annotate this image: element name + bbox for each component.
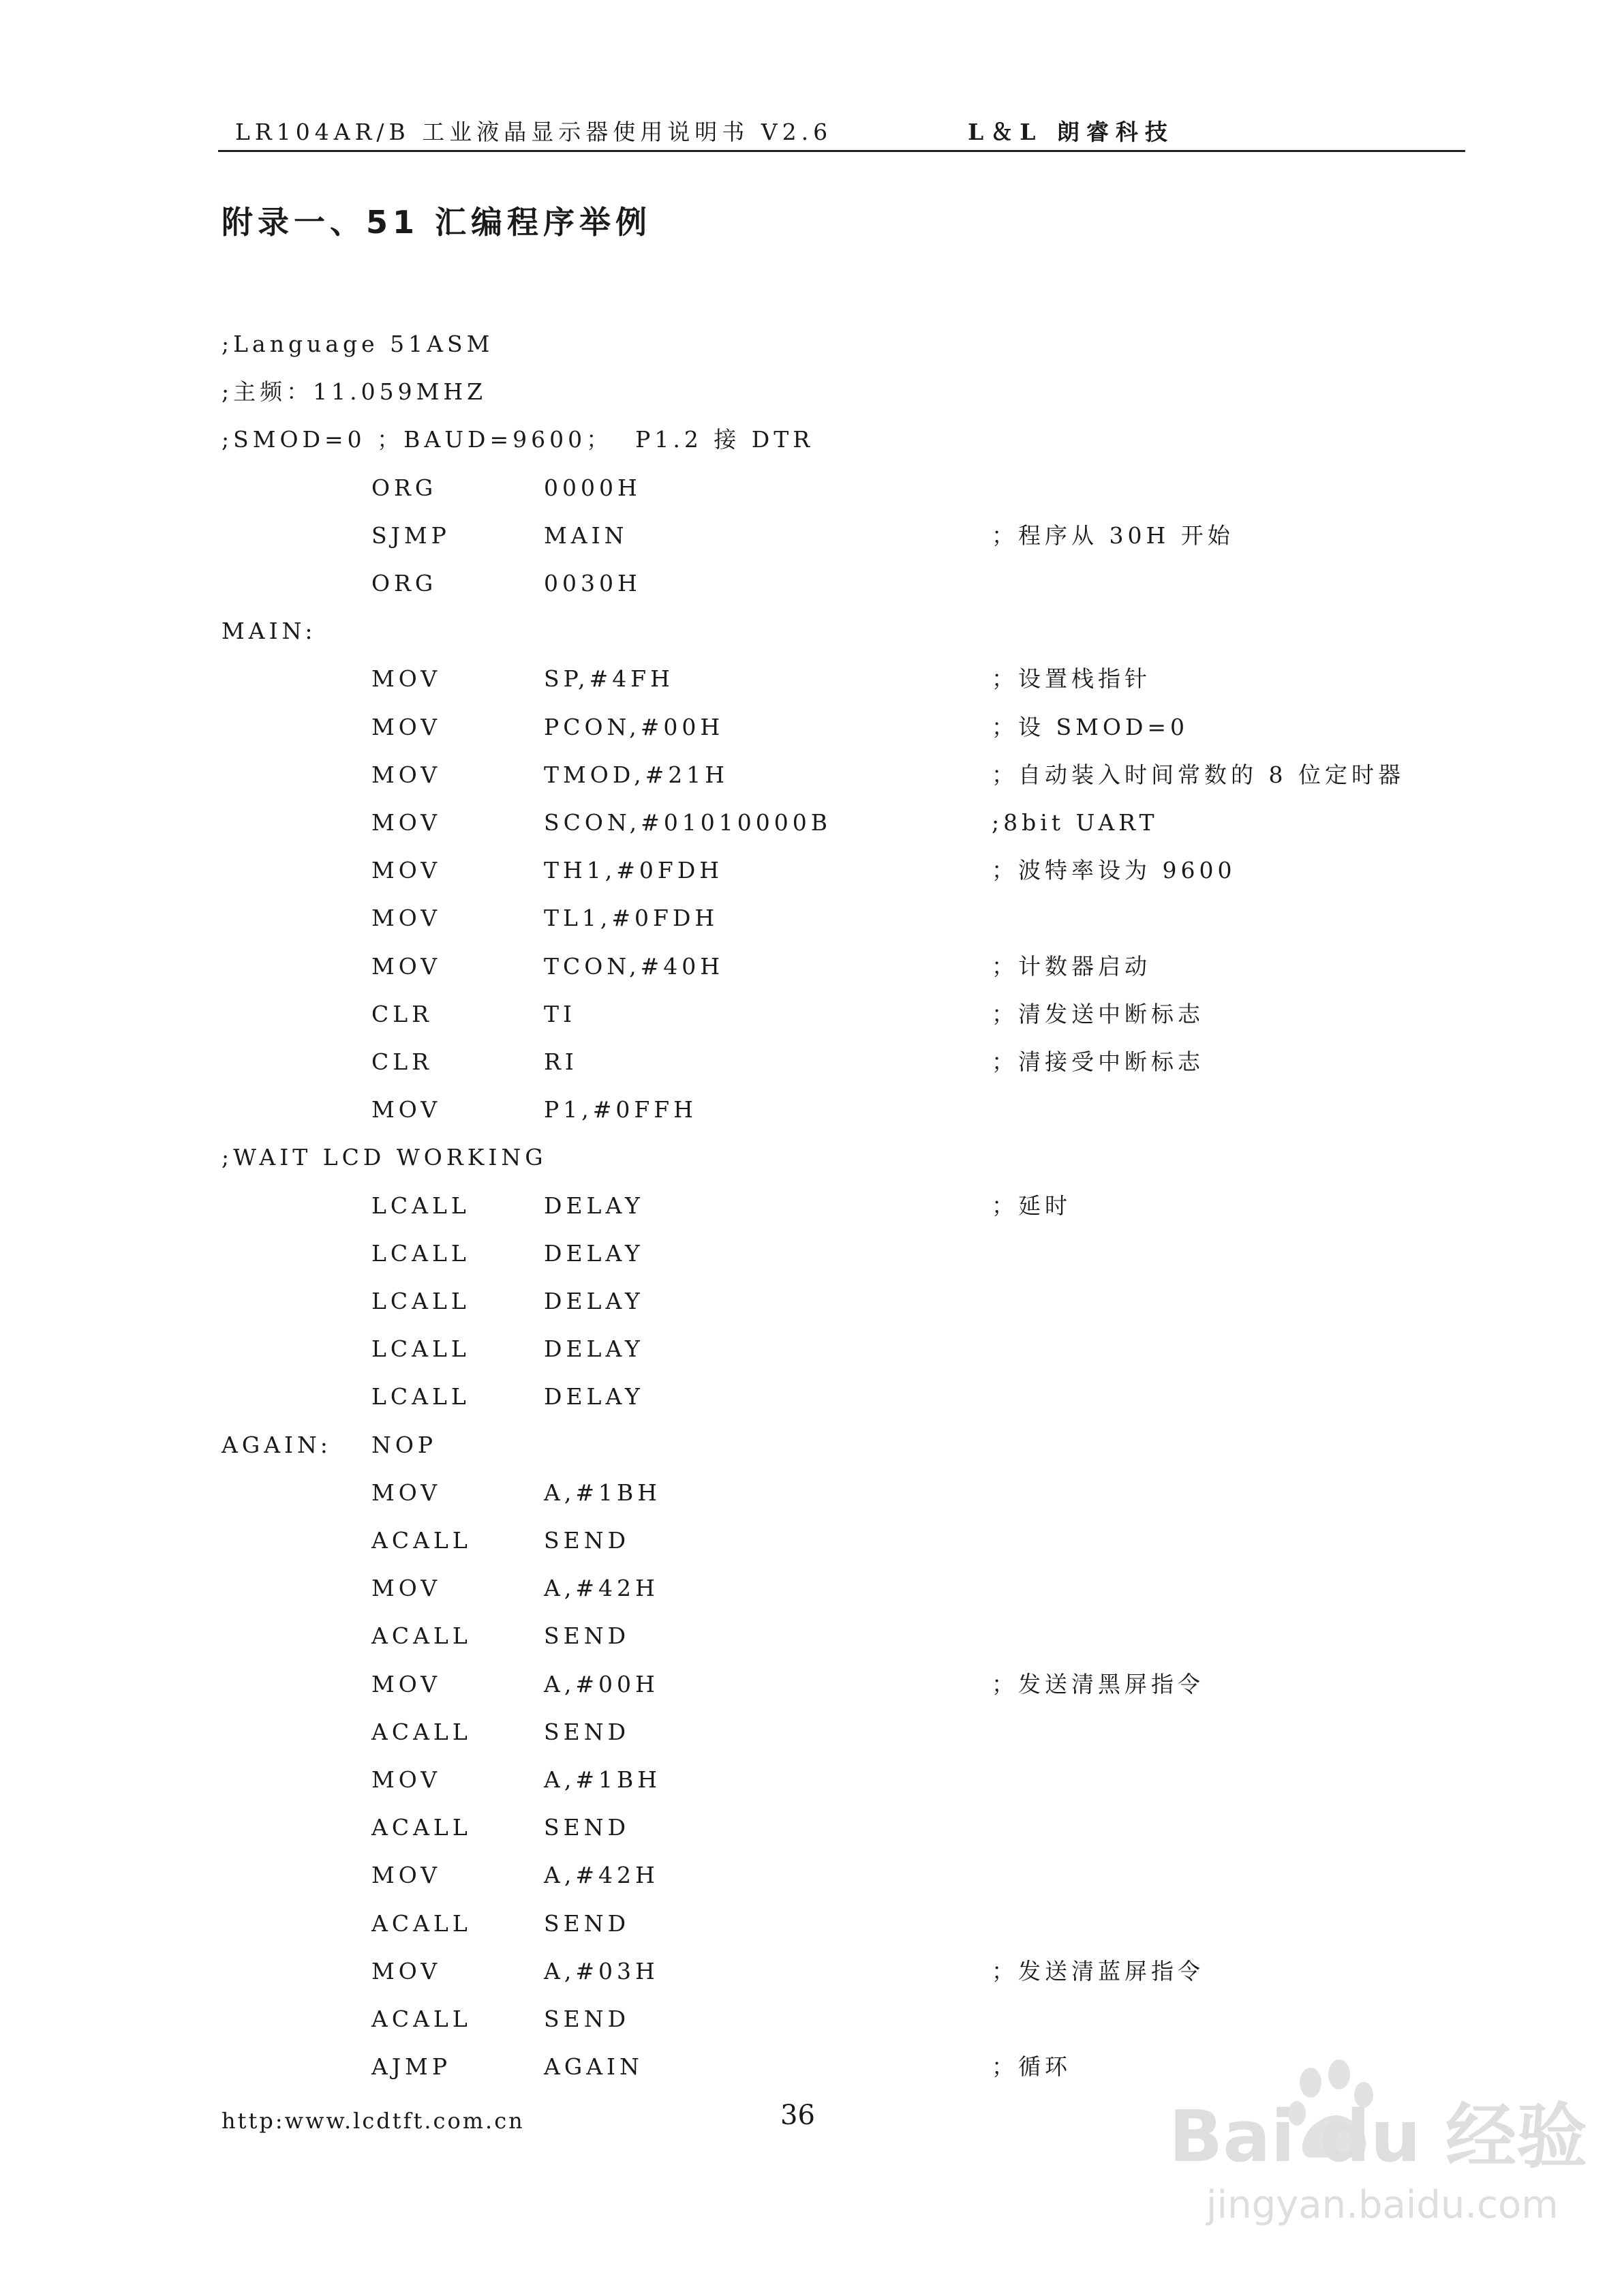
code-instruction: MOV bbox=[371, 1671, 442, 1697]
code-operand: TI bbox=[544, 1001, 577, 1027]
code-instruction: ACALL bbox=[371, 1622, 472, 1649]
code-comment: ；自动装入时间常数的 8 位定时器 bbox=[992, 761, 1405, 788]
code-instruction: LCALL bbox=[371, 1240, 470, 1267]
code-operand: TL1,#0FDH bbox=[544, 905, 719, 931]
code-operand: RI bbox=[544, 1048, 578, 1075]
code-comment: ；设 SMOD=0 bbox=[992, 714, 1189, 740]
code-operand: P1,#0FFH bbox=[544, 1096, 697, 1123]
code-operand: SEND bbox=[544, 1719, 630, 1745]
code-operand: A,#00H bbox=[544, 1671, 659, 1697]
code-instruction: LCALL bbox=[371, 1383, 470, 1410]
code-operand: SP,#4FH bbox=[544, 665, 674, 692]
code-instruction: LCALL bbox=[371, 1192, 470, 1219]
code-operand: A,#1BH bbox=[544, 1479, 661, 1506]
code-instruction: MOV bbox=[371, 905, 442, 931]
code-instruction: MOV bbox=[371, 1575, 442, 1601]
code-operand: SEND bbox=[544, 2006, 630, 2032]
code-label: ;WAIT LCD WORKING bbox=[221, 1144, 547, 1170]
code-instruction: MOV bbox=[371, 809, 442, 836]
code-operand: PCON,#00H bbox=[544, 714, 724, 740]
code-label: ;Language 51ASM bbox=[221, 331, 494, 357]
code-instruction: MOV bbox=[371, 761, 442, 788]
code-operand: TCON,#40H bbox=[544, 953, 724, 980]
code-instruction: MOV bbox=[371, 953, 442, 980]
code-instruction: MOV bbox=[371, 1096, 442, 1123]
code-instruction: ORG bbox=[371, 570, 438, 596]
code-instruction: MOV bbox=[371, 714, 442, 740]
code-instruction: ACALL bbox=[371, 1527, 472, 1554]
code-instruction: CLR bbox=[371, 1048, 433, 1075]
code-comment: ；设置栈指针 bbox=[992, 665, 1151, 692]
header-company-name: L＆L 朗睿科技 bbox=[968, 119, 1174, 145]
code-instruction: ACALL bbox=[371, 1719, 472, 1745]
code-comment: ；清接受中断标志 bbox=[992, 1048, 1204, 1075]
code-label: ;SMOD=0 ；BAUD=9600； P1.2 接 DTR bbox=[221, 426, 814, 453]
code-operand: SCON,#01010000B bbox=[544, 809, 832, 836]
code-operand: A,#1BH bbox=[544, 1766, 661, 1793]
code-label: ;主频：11.059MHZ bbox=[221, 378, 487, 405]
code-operand: SEND bbox=[544, 1622, 630, 1649]
header-divider bbox=[218, 150, 1465, 152]
code-instruction: MOV bbox=[371, 1958, 442, 1984]
code-instruction: ACALL bbox=[371, 2006, 472, 2032]
code-instruction: LCALL bbox=[371, 1335, 470, 1362]
code-operand: DELAY bbox=[544, 1335, 644, 1362]
code-instruction: AJMP bbox=[371, 2053, 452, 2080]
code-operand: SEND bbox=[544, 1814, 630, 1841]
code-instruction: NOP bbox=[371, 1432, 438, 1458]
code-operand: MAIN bbox=[544, 522, 628, 549]
code-operand: SEND bbox=[544, 1910, 630, 1937]
code-operand: TH1,#0FDH bbox=[544, 857, 724, 883]
code-label: MAIN: bbox=[221, 618, 317, 644]
code-instruction: MOV bbox=[371, 1479, 442, 1506]
code-instruction: ACALL bbox=[371, 1910, 472, 1937]
code-operand: AGAIN bbox=[544, 2053, 643, 2080]
code-comment: ；延时 bbox=[992, 1192, 1071, 1219]
code-operand: A,#42H bbox=[544, 1862, 659, 1888]
code-operand: TMOD,#21H bbox=[544, 761, 729, 788]
code-operand: A,#03H bbox=[544, 1958, 659, 1984]
code-operand: SEND bbox=[544, 1527, 630, 1554]
code-instruction: SJMP bbox=[371, 522, 450, 549]
code-instruction: MOV bbox=[371, 1766, 442, 1793]
code-instruction: MOV bbox=[371, 665, 442, 692]
code-comment: ；发送清黑屏指令 bbox=[992, 1671, 1204, 1697]
code-operand: 0030H bbox=[544, 570, 641, 596]
code-operand: 0000H bbox=[544, 474, 641, 501]
code-operand: DELAY bbox=[544, 1240, 644, 1267]
code-comment: ;8bit UART bbox=[992, 809, 1159, 836]
code-instruction: ACALL bbox=[371, 1814, 472, 1841]
code-comment: ；发送清蓝屏指令 bbox=[992, 1958, 1204, 1984]
watermark-url: jingyan.baidu.com bbox=[1206, 2183, 1559, 2227]
code-instruction: CLR bbox=[371, 1001, 433, 1027]
code-instruction: LCALL bbox=[371, 1288, 470, 1314]
page-title: 附录一、51 汇编程序举例 bbox=[221, 204, 652, 241]
code-comment: ；计数器启动 bbox=[992, 953, 1151, 980]
code-operand: DELAY bbox=[544, 1288, 644, 1314]
page-number: 36 bbox=[780, 2100, 815, 2131]
code-comment: ；清发送中断标志 bbox=[992, 1001, 1204, 1027]
code-operand: A,#42H bbox=[544, 1575, 659, 1601]
code-operand: DELAY bbox=[544, 1192, 644, 1219]
code-comment: ；循环 bbox=[992, 2053, 1071, 2080]
code-label: AGAIN: bbox=[221, 1432, 332, 1458]
code-instruction: MOV bbox=[371, 857, 442, 883]
code-comment: ；程序从 30H 开始 bbox=[992, 522, 1234, 549]
watermark-brand: Bai du 经验 bbox=[1169, 2095, 1587, 2178]
header-document-title: LR104AR/B 工业液晶显示器使用说明书 V2.6 bbox=[235, 119, 833, 145]
code-instruction: MOV bbox=[371, 1862, 442, 1888]
code-comment: ；波特率设为 9600 bbox=[992, 857, 1236, 883]
code-instruction: ORG bbox=[371, 474, 438, 501]
footer-url: http:www.lcdtft.com.cn bbox=[221, 2108, 525, 2134]
code-operand: DELAY bbox=[544, 1383, 644, 1410]
